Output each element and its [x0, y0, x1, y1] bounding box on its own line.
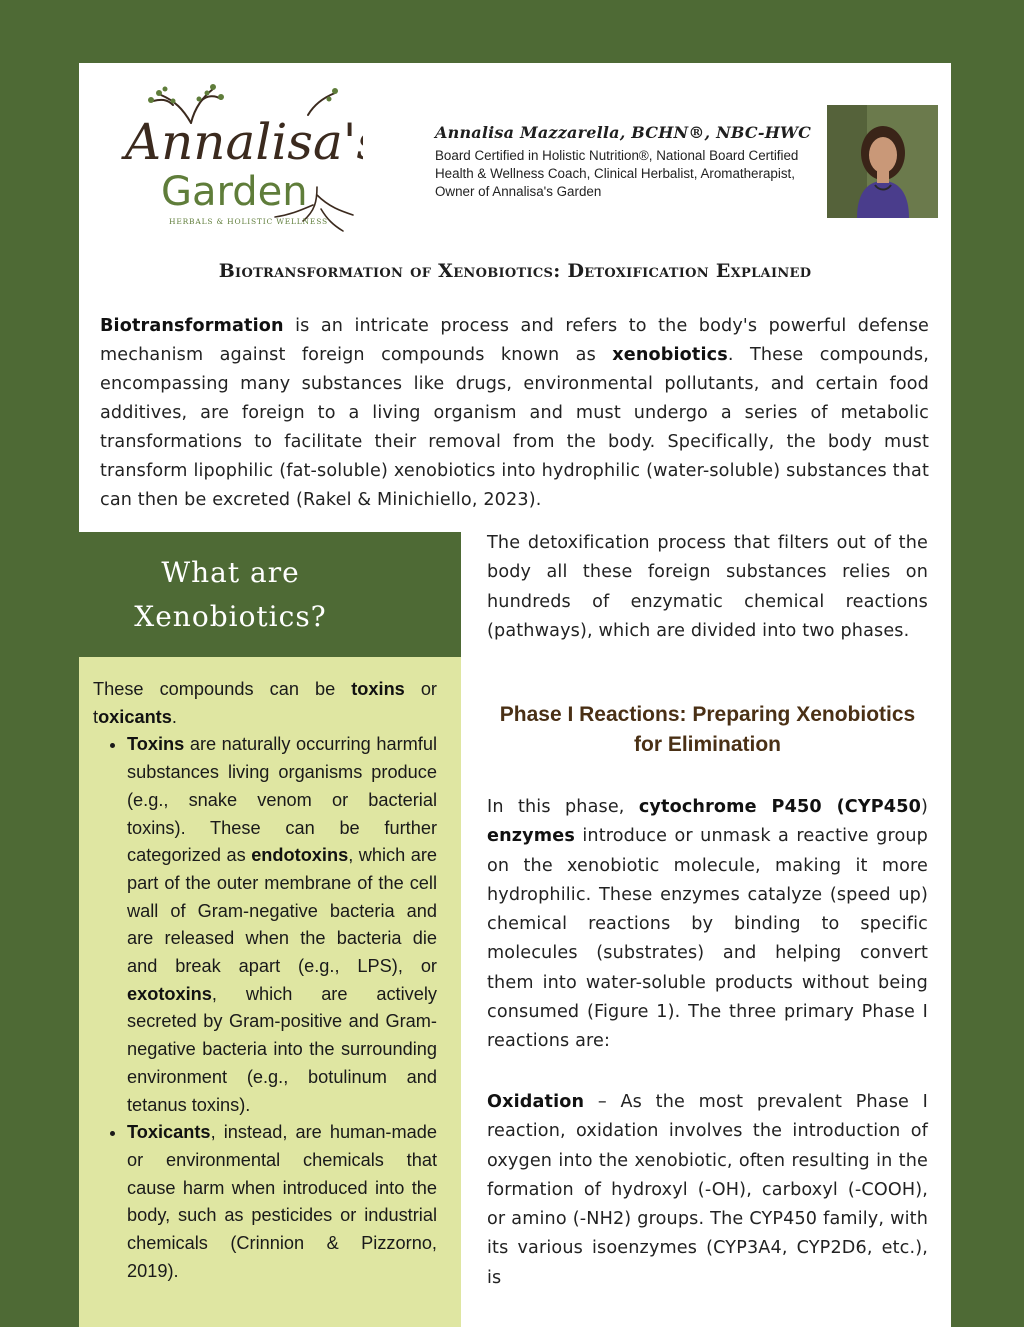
- intro-text-1: is an intricate process and refers to the body's powerful defense mechanism against foreign compounds known as: [100, 316, 929, 365]
- sidebar-list: [93, 731, 437, 1285]
- intro-term-biotransformation: Biotransformation: [100, 316, 284, 336]
- sidebar-lead-text: These compounds can be: [93, 679, 352, 699]
- author-block: [435, 123, 815, 201]
- author-photo: [827, 105, 938, 218]
- phase1-heading: Phase I Reactions: Preparing Xenobiotics for Elimination: [499, 703, 916, 756]
- toxins-label: Toxins: [127, 734, 185, 755]
- sidebar-heading-box: [0, 532, 461, 657]
- sidebar-body: [79, 657, 461, 1327]
- oxidation-paragraph: [487, 1088, 928, 1293]
- intro-term-xenobiotics: xenobiotics: [612, 345, 728, 365]
- phase1-paragraph: [487, 793, 928, 1057]
- phase1-text-3: introduce or unmask a reactive group on the xenobiotic molecule, making it more hydrophilic. These enzymes catalyze (speed up) chemical reactions by binding to specific molecules (substrates) and helping convert them into water-soluble products without being consumed (Figure 1). The three primary Phase I reactions are:: [487, 826, 928, 1052]
- exotoxins-term: exotoxins: [127, 983, 212, 1004]
- toxins-text-1: are naturally occurring harmful substances living organisms produce (e.g., snake venom or bacterial toxins). These can be further categorized as: [127, 734, 437, 866]
- toxicants-text: , instead, are human-made or environmental chemicals that cause harm when introduced into the body, such as pesticides or industrial chemicals (Crinnion & Pizzorno, 2019).: [127, 1122, 437, 1281]
- oxidation-label: Oxidation: [487, 1092, 585, 1112]
- detox-paragraph: The detoxification process that filters out of the body all these foreign substances relies on hundreds of enzymatic chemical reactions (pathways), which are divided into two phases.: [487, 533, 928, 641]
- phase1-text-2: ): [920, 797, 928, 817]
- intro-paragraph: [100, 312, 929, 515]
- phase1-text-1: In this phase,: [487, 797, 639, 817]
- sidebar-lead-period: .: [171, 706, 177, 727]
- annalisas-garden-logo: [103, 75, 363, 235]
- endotoxins-term: endotoxins: [251, 845, 349, 866]
- list-item-toxicants: [127, 1119, 437, 1285]
- sidebar-text: [93, 676, 437, 1285]
- logo-tree-icon: [103, 75, 363, 235]
- toxins-text-3: , which are actively secreted by Gram-positive and Gram-negative bacteria into the surrounding environment (e.g., botulinum and tetanus toxins).: [127, 983, 437, 1115]
- sidebar-lead-toxins: toxins: [351, 679, 405, 699]
- toxicants-label: Toxicants: [127, 1122, 211, 1143]
- intro-text-2: . These compounds, encompassing many substances like drugs, environmental pollutants, and certain food additives, are foreign to a living organism and must undergo a series of metabolic transformations to facilitate their removal from the body. Specifically, the body must transform lipophilic (fat-soluble) xenobiotics into hydrophilic (water-soluble) substances that can then be excreted (Rakel & Minichiello, 2023).: [100, 345, 929, 510]
- page-title: Biotransformation of Xenobiotics: Detoxification Explained: [218, 260, 812, 282]
- sidebar-lead-toxicants: oxicants: [98, 706, 172, 727]
- logo-script-text: Annalisa's: [125, 113, 363, 171]
- author-credentials: Board Certified in Holistic Nutrition®, National Board Certified Health & Wellness Coach, Clinical Herbalist, Aromatherapist, Owner of Annalisa's Garden: [435, 148, 799, 199]
- toxins-text-2: , which are part of the outer membrane of the cell wall of Gram-negative bacteria and are released when the bacteria die and break apart (e.g., LPS), or: [127, 845, 437, 977]
- sidebar-lead-or: or t: [93, 679, 437, 727]
- logo-tagline-text: HERBALS & HOLISTIC WELLNESS: [169, 217, 328, 226]
- author-name: Annalisa Mazzarella, BCHN®, NBC-HWC: [435, 123, 812, 142]
- phase1-enzymes: enzymes: [487, 826, 575, 847]
- list-item-toxins: [127, 731, 437, 1119]
- oxidation-text: – As the most prevalent Phase I reaction, oxidation involves the introduction of oxygen into the xenobiotic, often resulting in the formation of hydroxyl (-OH), carboxyl (-COOH), or amino (-NH2) groups. The CYP450 family, with its various isoenzymes (CYP3A4, CYP2D6, etc.), is: [487, 1092, 928, 1288]
- phase1-cyp450: cytochrome P450 (CYP450: [638, 797, 921, 817]
- sidebar-lead: [93, 676, 437, 731]
- sidebar-heading: What are Xenobiotics?: [134, 555, 327, 633]
- logo-wordmark-text: Garden: [161, 169, 308, 215]
